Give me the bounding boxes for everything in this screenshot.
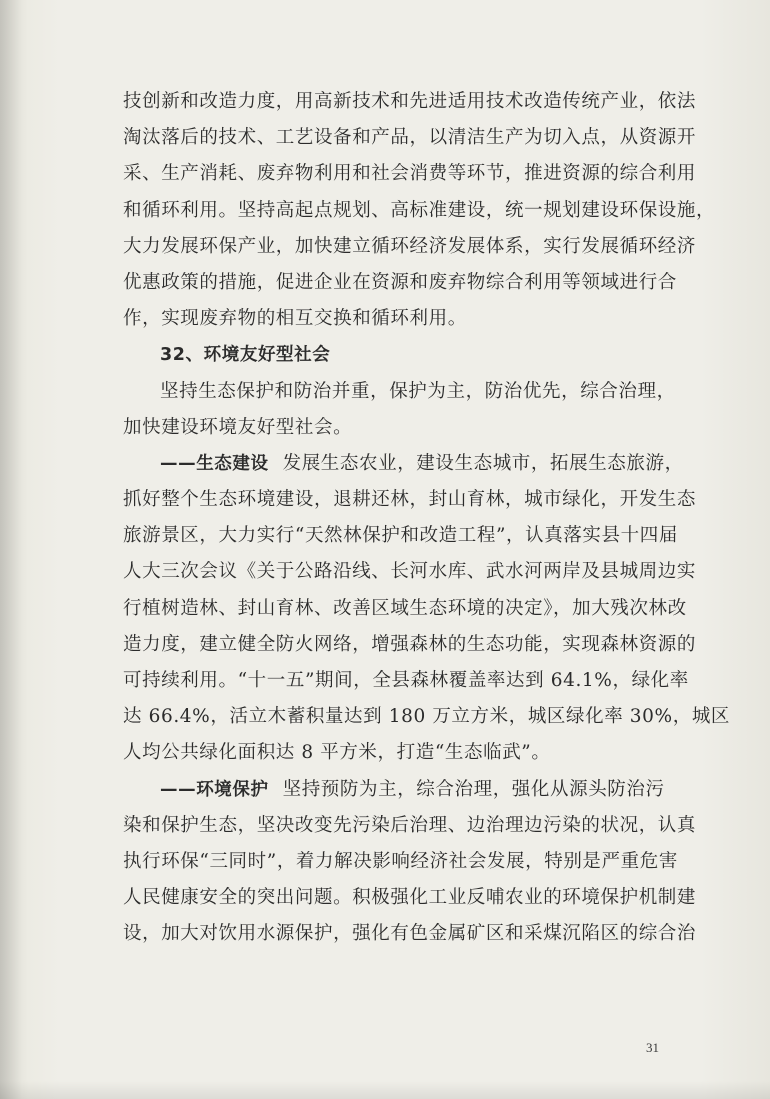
env-line: 执行环保“三同时”，着力解决影响经济社会发展，特别是严重危害 bbox=[123, 850, 678, 872]
env-line: 人民健康安全的突出问题。积极强化工业反哺农业的环境保护机制建 bbox=[123, 887, 697, 909]
intro-line: 坚持生态保护和防治并重，保护为主，防治优先，综合治理， bbox=[160, 380, 676, 402]
text-line: 优惠政策的措施，促进企业在资源和废弃物综合利用等领域进行合 bbox=[123, 271, 677, 293]
env-line: 设，加大对饮用水源保护，强化有色金属矿区和采煤沉陷区的综合治 bbox=[123, 923, 697, 945]
eco-line: 人均公共绿化面积达 8 平方米，打造“生态临武”。 bbox=[123, 742, 551, 764]
text-line: 采、生产消耗、废弃物利用和社会消费等环节，推进资源的综合利用 bbox=[123, 163, 697, 185]
text-body bbox=[123, 84, 731, 953]
eco-paragraph-first-line bbox=[123, 446, 684, 482]
text-line: 作，实现废弃物的相互交换和循环利用。 bbox=[123, 308, 467, 330]
eco-line: 可持续利用。“十一五”期间，全县森林覆盖率达到 64.1%，绿化率 bbox=[123, 670, 689, 691]
env-first-text: 坚持预防为主，综合治理，强化从源头防治污 bbox=[282, 778, 665, 800]
text-line: 和循环利用。坚持高起点规划、高标准建设，统一规划建设环保设施， bbox=[123, 199, 716, 221]
eco-line: 旅游景区，大力实行“天然林保护和改造工程”，认真落实县十四届 bbox=[123, 525, 678, 547]
intro-line: 加快建设环境友好型社会。 bbox=[123, 416, 353, 438]
page-number: 31 bbox=[646, 1040, 659, 1055]
eco-first-text: 发展生态农业，建设生态城市，拓展生态旅游， bbox=[282, 452, 684, 474]
env-line: 染和保护生态，坚决改变先污染后治理、边治理边污染的状况，认真 bbox=[123, 814, 697, 836]
text-line: 淘汰落后的技术、工艺设备和产品，以清洁生产为切入点，从资源开 bbox=[123, 127, 697, 149]
text-line: 技创新和改造力度，用高新技术和先进适用技术改造传统产业，依法 bbox=[123, 91, 697, 112]
env-subheading: ——环境保护 bbox=[160, 779, 269, 800]
eco-line: 行植树造林、封山育林、改善区域生态环境的决定》，加大残次林改 bbox=[123, 597, 687, 619]
eco-subheading: ——生态建设 bbox=[160, 453, 269, 474]
section-heading: 32、环境友好型社会 bbox=[160, 345, 331, 366]
eco-line: 人大三次会议《关于公路沿线、长河水库、武水河两岸及县城周边实 bbox=[123, 561, 697, 583]
page-bottom-shade bbox=[0, 1081, 770, 1099]
eco-line: 造力度，建立健全防火网络，增强森林的生态功能，实现森林资源的 bbox=[123, 633, 697, 655]
page-edge-shadow bbox=[0, 0, 22, 1099]
eco-line: 抓好整个生态环境建设，退耕还林，封山育林，城市绿化，开发生态 bbox=[123, 489, 697, 511]
eco-line: 达 66.4%，活立木蓄积量达到 180 万立方米，城区绿化率 30%，城区 bbox=[123, 706, 731, 728]
env-paragraph-first-line bbox=[123, 772, 663, 808]
text-line: 大力发展环保产业，加快建立循环经济发展体系，实行发展循环经济 bbox=[123, 235, 697, 257]
